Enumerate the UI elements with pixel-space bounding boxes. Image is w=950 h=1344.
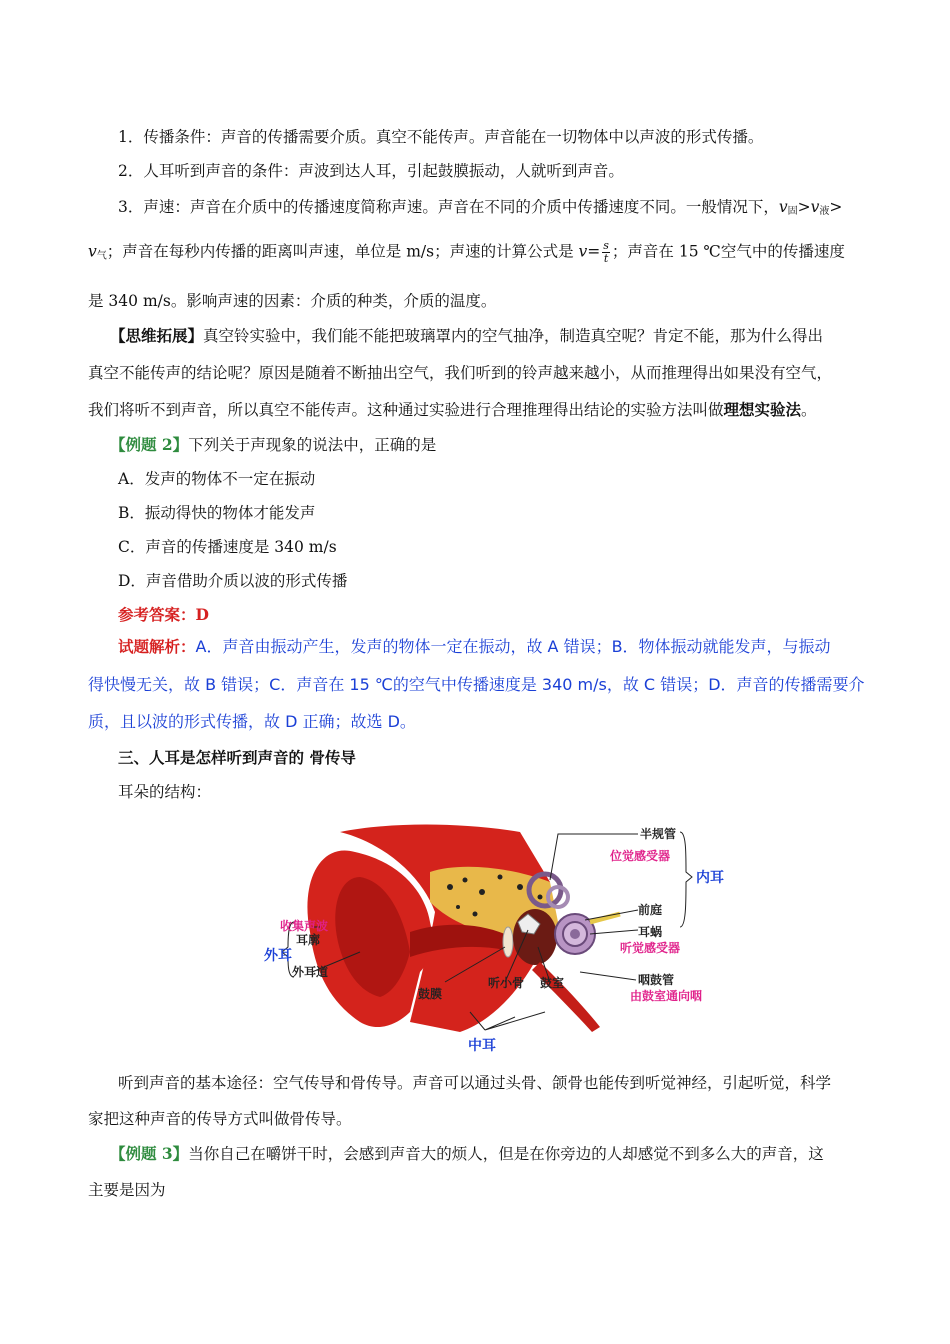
answer-value: D [195,605,209,624]
label-eustachian: 咽鼓管 [638,973,675,987]
think-extension-line-3 [88,399,817,421]
example2-option-b: B．振动得快的物体才能发声 [118,504,316,522]
example2-question [110,434,436,456]
example2-question-text: 下列关于声现象的说法中，正确的是 [188,436,437,454]
paragraph-hearing-condition: 2．人耳听到声音的条件：声波到达人耳，引起鼓膜振动，人就听到声音。 [118,162,624,180]
label-eardrum: 鼓膜 [418,987,443,1001]
think-extension-line-2: 真空不能传声的结论呢？原因是随着不断抽出空气，我们听到的铃声越来越小，从而推理得出如果没有空气， [88,364,833,382]
section3-heading: 三、人耳是怎样听到声音的 骨传导 [118,748,356,767]
example2-option-d: D．声音借助介质以波的形式传播 [118,572,348,590]
think-extension-text: 真空铃实验中，我们能不能把玻璃罩内的空气抽净，制造真空呢？肯定不能，那为什么得出 [203,327,824,345]
bone-conduction-line-1: 听到声音的基本途径：空气传导和骨传导。声音可以通过头骨、颌骨也能传到听觉神经，引起听觉，科学 [118,1074,832,1092]
label-cochlea: 耳蜗 [638,925,663,939]
paragraph-sound-speed-cont [88,240,845,268]
label-collect: 收集声波 [280,919,329,933]
sound-speed-text: 3．声速：声音在介质中的传播速度简称声速。声音在不同的介质中传播速度不同。一般情况下， [118,198,779,216]
eardrum-shape [503,927,513,957]
label-position-receptor: 位觉感受器 [610,849,671,863]
fraction-numerator: s [603,239,609,252]
formula-v: v= [578,242,601,261]
ear-diagram-svg [260,822,724,1062]
subscript-gas: 气 [96,250,107,262]
example2-analysis-line-2: 得快慢无关，故 B 错误；C．声音在 15 ℃的空气中传播速度是 340 m/s，故 C 错误；D．声音的传播需要介 [88,675,865,694]
paragraph-propagation-condition: 1．传播条件：声音的传播需要介质。真空不能传声。声音能在一切物体中以声波的形式传播。 [118,128,764,146]
example2-answer [118,604,209,626]
label-pinna: 耳廓 [296,933,321,947]
v-symbol: v [88,242,97,261]
label-semicircular: 半规管 [640,827,677,841]
example2-label: 【例题 2】 [110,435,189,454]
label-middle-ear: 中耳 [468,1038,496,1054]
tympanic-cavity-shape [513,909,557,965]
label-hearing-receptor: 听觉感受器 [620,941,681,955]
v-symbol: v [810,198,820,216]
label-ossicles: 听小骨 [488,976,525,990]
example3-line-2: 主要是因为 [88,1181,166,1199]
answer-label: 参考答案： [118,605,196,624]
ideal-experiment-term: 理想实验法 [723,400,802,419]
analysis-label: 试题解析： [118,638,196,656]
example3-line-1 [110,1143,824,1165]
formula-fraction [602,240,610,265]
greater-than: > [829,198,843,216]
sound-speed-def: ；声音在每秒内传播的距离叫声速，单位是 m/s；声速的计算公式是 [106,242,579,261]
v-symbol: v [778,198,788,216]
label-canal: 外耳道 [292,965,329,979]
example2-option-a: A．发声的物体不一定在振动 [118,470,316,488]
speed-in-air: ；声音在 15 ℃空气中的传播速度 [611,242,845,261]
think-extension-line-1 [110,325,823,347]
label-eustachian-desc: 由鼓室通向咽 [630,989,703,1003]
ear-structure-diagram [260,822,724,1062]
greater-than: > [797,198,811,216]
paragraph-speed-factors: 是 340 m/s。影响声速的因素：介质的种类，介质的温度。 [88,292,497,310]
analysis-text: A．声音由振动产生，发声的物体一定在振动，故 A 错误；B．物体振动就能发声，与振动 [195,637,831,656]
subscript-solid: 固 [787,206,798,217]
label-vestibule: 前庭 [638,903,663,917]
example2-analysis-line-3: 质，且以波的形式传播，故 D 正确；故选 D。 [88,712,416,731]
fraction-denominator: t [603,252,609,265]
label-outer-ear: 外耳 [264,948,292,964]
paragraph-sound-speed [118,196,842,223]
example2-analysis-line-1 [118,636,831,658]
bone-conduction-line-2: 家把这种声音的传导方式叫做骨传导。 [88,1110,352,1128]
example2-option-c: C．声音的传播速度是 340 m/s [118,538,337,556]
subscript-liquid: 液 [819,206,830,217]
example3-label: 【例题 3】 [110,1144,189,1163]
label-inner-ear: 内耳 [696,870,724,886]
label-tympanic: 鼓室 [540,976,565,990]
period: 。 [801,401,817,419]
think-extension-text: 我们将听不到声音，所以真空不能传声。这种通过实验进行合理推理得出结论的实验方法叫做 [88,401,724,419]
think-extension-label: 【思维拓展】 [110,326,204,345]
section3-intro: 耳朵的结构： [118,783,212,801]
example3-text: 当你自己在嚼饼干时，会感到声音大的烦人，但是在你旁边的人却感觉不到多么大的声音，这 [188,1145,824,1163]
eustachian-tube-shape [532,962,600,1032]
